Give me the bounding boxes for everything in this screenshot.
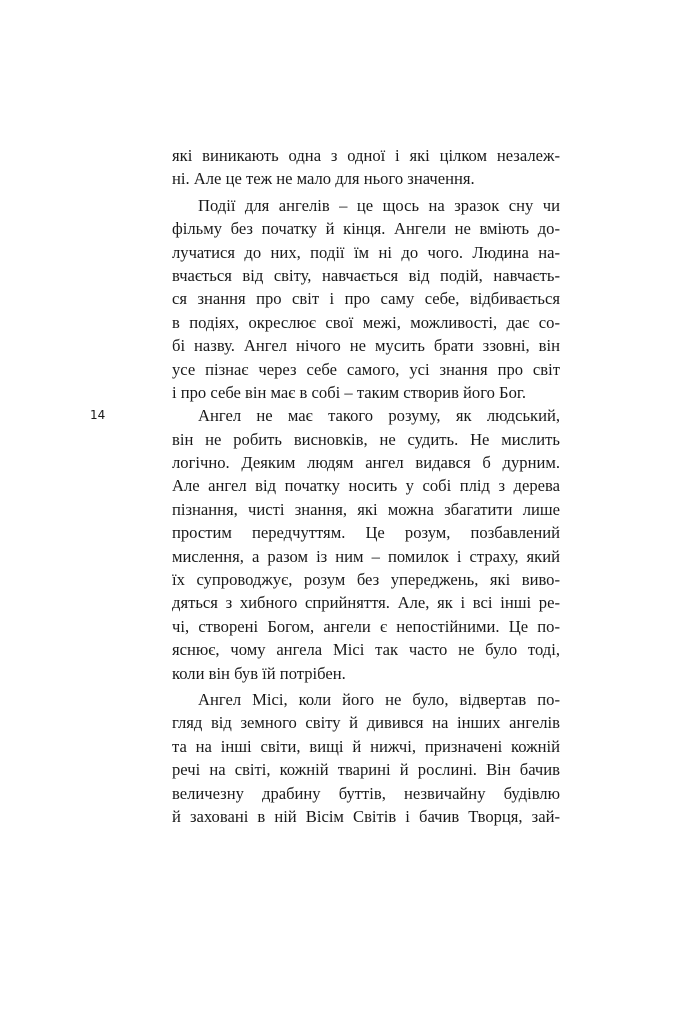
text-line: речі на світі, кожній тварині й рослині. Він бачив [172,760,560,780]
text-line: та на інші світи, вищі й нижчі, призначені кожній [172,736,560,756]
text-line: простим передчуттям. Це розум, позбавлений [172,523,560,543]
text-line: гляд від земного світу й дивився на інших ангелів [172,713,560,733]
text-line: мислення, а разом із ним – помилок і страху, який [172,546,560,566]
text-line: він не робить висновків, не судить. Не мислить [172,429,560,449]
text-line: вчається від світу, навчається від подій, навчаєть- [172,265,560,285]
text-line: логічно. Деяким людям ангел видався б дурним. [172,453,560,473]
text-line: дяться з хибного сприйняття. Але, як і всі інші ре- [172,593,560,613]
text-line: Але ангел від початку носить у собі плід з дерева [172,476,560,496]
text-line: коли він був їй потрібен. [172,663,346,683]
text-line: лучатися до них, події їм ні до чого. Людина на- [172,242,560,262]
text-line: ся знання про світ і про саму себе, відбивається [172,289,560,309]
text-line: яснює, чому ангела Місі так часто не було тоді, [172,640,560,660]
text-line: Ангел Місі, коли його не було, відвертав по- [198,689,560,709]
text-line: фільму без початку й кінця. Ангели не вміють до- [172,219,560,239]
text-line: Події для ангелів – це щось на зразок сну чи [198,195,560,215]
text-line: величезну драбину буттів, незвичайну будівлю [172,783,560,803]
page-number: 14 [90,408,106,422]
text-line: і про себе він має в собі – таким створив його Бог. [172,382,526,402]
text-line: які виникають одна з одної і які цілком незалеж- [172,146,560,165]
text-line: в подіях, окреслює свої межі, можливості, дає со- [172,312,560,332]
text-line: пізнання, чисті знання, які можна збагатити лише [172,499,560,519]
body-text [172,144,560,828]
text-line: ні. Але це теж не мало для нього значення. [172,169,475,189]
text-line: їх супроводжує, розум без упереджень, які виво- [172,570,560,590]
text-line: Ангел не має такого розуму, як людський, [198,406,560,426]
text-line: й заховані в ній Вісім Світів і бачив Творця, зай- [172,806,560,826]
text-line: бі назву. Ангел нічого не мусить брати ззовні, він [172,336,560,356]
text-line: усе пізнає через себе самого, усі знання про світ [172,359,560,379]
text-line: чі, створені Богом, ангели є непостійними. Це по- [172,616,560,636]
